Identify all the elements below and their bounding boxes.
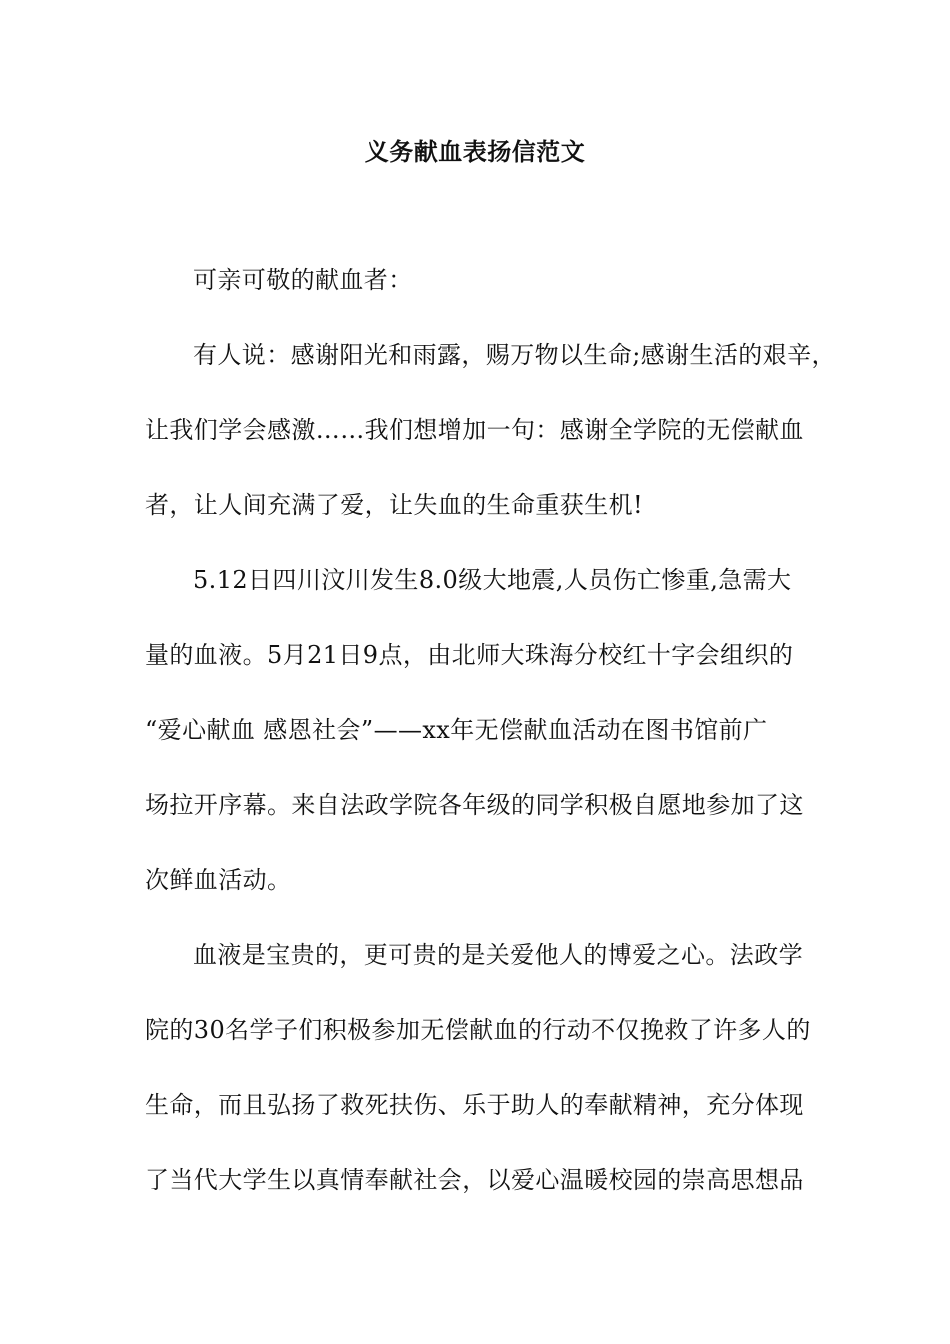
paragraph-1-line-1: 有人说：感谢阳光和雨露，赐万物以生命;感谢生活的艰辛，: [193, 341, 836, 369]
paragraph-2-line-1: 5.12日四川汶川发生8.0级大地震,人员伤亡惨重,急需大: [193, 566, 792, 594]
paragraph-1-line-3: 者，让人间充满了爱，让失血的生命重获生机!: [145, 491, 644, 519]
paragraph-2-line-5: 次鲜血活动。: [145, 866, 292, 894]
paragraph-3-line-1: 血液是宝贵的，更可贵的是关爱他人的博爱之心。法政学: [193, 941, 803, 969]
paragraph-1-line-2: 让我们学会感激……我们想增加一句：感谢全学院的无偿献血: [145, 416, 804, 444]
salutation: 可亲可敬的献血者：: [193, 266, 413, 294]
paragraph-2-line-2: 量的血液。5月21日9点，由北师大珠海分校红十字会组织的: [145, 641, 794, 669]
paragraph-3-line-2: 院的30名学子们积极参加无偿献血的行动不仅挽救了许多人的: [145, 1016, 811, 1044]
paragraph-3-line-4: 了当代大学生以真情奉献社会，以爱心温暖校园的崇高思想品: [145, 1166, 804, 1194]
paragraph-3-line-3: 生命，而且弘扬了救死扶伤、乐于助人的奉献精神，充分体现: [145, 1091, 804, 1119]
document-title: 义务献血表扬信范文: [364, 137, 586, 166]
paragraph-2-line-3: “爱心献血 感恩社会”——xx年无偿献血活动在图书馆前广: [145, 716, 768, 744]
paragraph-2-line-4: 场拉开序幕。来自法政学院各年级的同学积极自愿地参加了这: [145, 791, 804, 819]
